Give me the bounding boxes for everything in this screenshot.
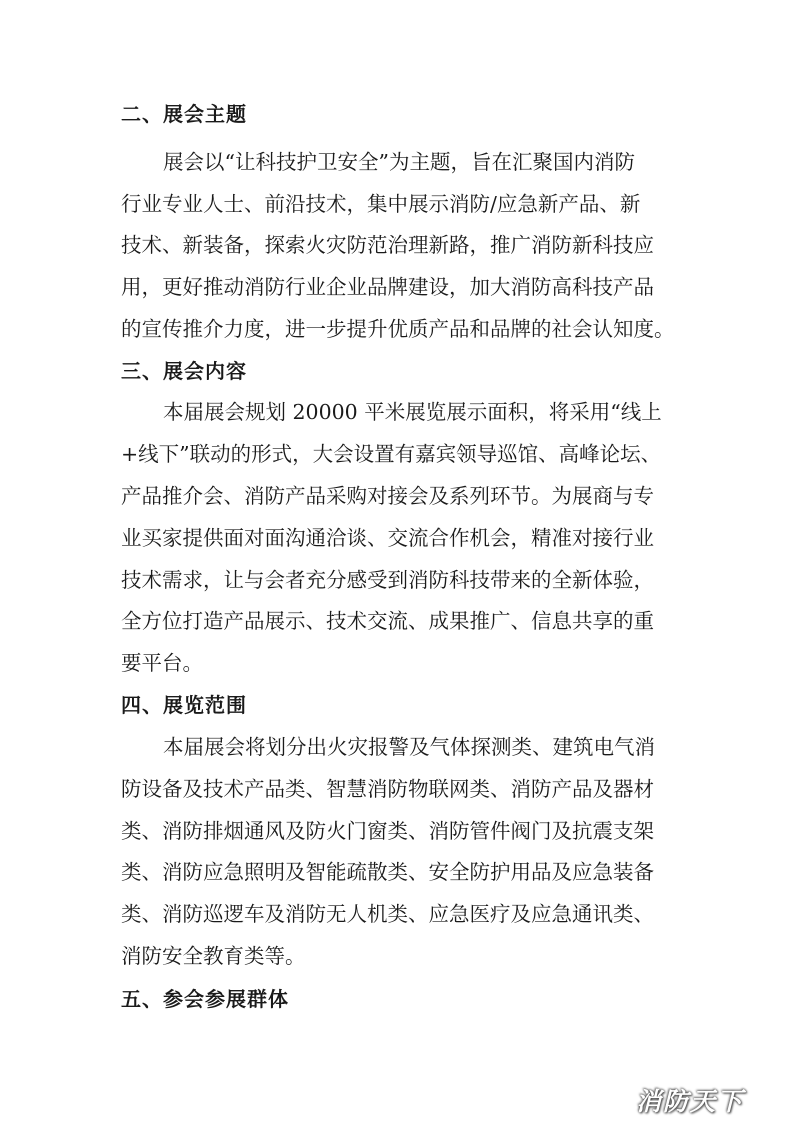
paragraph-line: 业买家提供面对面沟通洽谈、交流合作机会，精准对接行业 (121, 526, 654, 550)
paragraph-line: 要平台。 (121, 651, 203, 675)
watermark-logo: 消防天下 (636, 1087, 745, 1116)
paragraph-line: 类、消防排烟通风及防火门窗类、消防管件阀门及抗震支架 (121, 819, 654, 843)
paragraph-line: 防设备及技术产品类、智慧消防物联网类、消防产品及器材 (121, 777, 654, 801)
paragraph-line: 全方位打造产品展示、技术交流、成果推广、信息共享的重 (121, 609, 654, 633)
section-heading-theme: 二、展会主题 (121, 102, 247, 126)
paragraph-line: 展会以“让科技护卫安全”为主题，旨在汇聚国内消防 (163, 150, 635, 174)
paragraph-line: 消防安全教育类等。 (121, 944, 306, 968)
section-heading-scope: 四、展览范围 (121, 693, 247, 717)
section-heading-content: 三、展会内容 (121, 359, 247, 383)
paragraph-line: 技术、新装备，探索火灾防范治理新路，推广消防新科技应 (121, 233, 654, 257)
paragraph-line: 用，更好推动消防行业企业品牌建设，加大消防高科技产品 (121, 275, 654, 299)
paragraph-line: 本届展会规划 20000 平米展览展示面积，将采用“线上 (163, 400, 662, 424)
paragraph-line: 本届展会将划分出火灾报警及气体探测类、建筑电气消 (163, 735, 655, 759)
paragraph-line: 行业专业人士、前沿技术，集中展示消防/应急新产品、新 (121, 192, 641, 216)
section-heading-participants: 五、参会参展群体 (121, 987, 289, 1011)
paragraph-line: 产品推介会、消防产品采购对接会及系列环节。为展商与专 (121, 484, 654, 508)
paragraph-line: 类、消防应急照明及智能疏散类、安全防护用品及应急装备 (121, 860, 654, 884)
paragraph-line: 的宣传推介力度，进一步提升优质产品和品牌的社会认知度。 (121, 317, 675, 341)
paragraph-line: +线下”联动的形式，大会设置有嘉宾领导巡馆、高峰论坛、 (121, 442, 662, 466)
paragraph-line: 类、消防巡逻车及消防无人机类、应急医疗及应急通讯类、 (121, 902, 654, 926)
paragraph-line: 技术需求，让与会者充分感受到消防科技带来的全新体验， (121, 568, 654, 592)
